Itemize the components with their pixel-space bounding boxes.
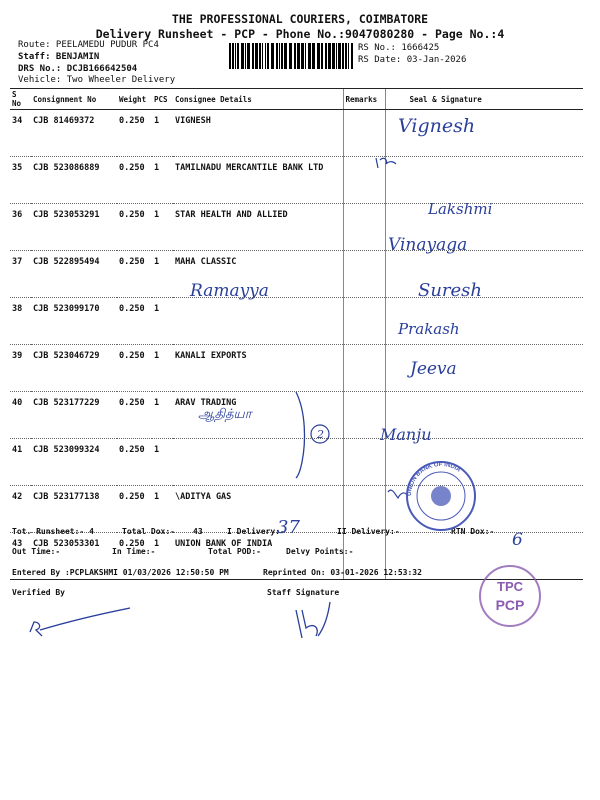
cell-consignee [173,298,343,345]
barcode-bar [317,43,320,69]
barcode-bar [297,43,300,69]
cell-seal [385,110,583,157]
cell-sno: 35 [10,157,31,204]
cell-consignee: STAR HEALTH AND ALLIED [173,204,343,251]
cell-sno: 39 [10,345,31,392]
cell-consignee [173,439,343,486]
col-weight: Weight [117,89,152,110]
barcode-bar [305,43,306,69]
cell-weight: 0.250 [117,392,152,439]
cell-sno: 40 [10,392,31,439]
signature-row-38: Suresh [418,280,483,301]
table-row [10,110,583,157]
cell-consignee: TAMILNADU MERCANTILE BANK LTD [173,157,343,204]
cell-pcs: 1 [152,345,173,392]
barcode-bar [229,43,231,69]
cell-remarks [343,298,385,345]
handwritten-note-row-41: ஆதித்யா [198,407,252,422]
cell-weight: 0.250 [117,439,152,486]
barcode-bar [252,43,254,69]
cell-consignment: CJB 522895494 [31,251,117,298]
col-seal: Seal & Signature [385,89,583,110]
runsheet-subtitle: Delivery Runsheet - PCP - Phone No.:9047080280 - Page No.:4 [95,27,505,41]
route-label: Route: PEELAMEDU PUDUR PC4 [18,40,159,50]
col-consignee: Consignee Details [173,89,343,110]
barcode-bar [259,43,261,69]
col-remarks: Remarks [343,89,385,110]
cell-remarks [343,345,385,392]
cell-pcs: 1 [152,392,173,439]
cell-consignment: CJB 523086889 [31,157,117,204]
table-row [10,345,583,392]
stamp-text: UNION BANK OF INDIA [406,461,462,497]
cell-remarks [343,486,385,533]
table-row [10,251,583,298]
cell-consignment: CJB 523046729 [31,345,117,392]
cell-consignment: CJB 523053301 [31,533,117,580]
cell-seal [385,204,583,251]
cell-pcs: 1 [152,298,173,345]
cell-pcs: 1 [152,251,173,298]
barcode-bar [276,43,278,69]
cell-pcs: 1 [152,110,173,157]
barcode-bar [308,43,311,69]
cell-consignee: ARAV TRADING [173,392,343,439]
table-row [10,486,583,533]
table-row [10,298,583,345]
barcode-bar [336,43,337,69]
out-time-label: Out Time:- [12,547,61,556]
barcode-bar [351,43,353,69]
cell-remarks [343,439,385,486]
delvy-points-label: Delvy Points:- [286,547,354,556]
total-dox-value: 43 [193,527,203,536]
signature-row-37: Vinayaga [388,235,468,255]
in-time-label: In Time:- [112,547,156,556]
barcode-bar [247,43,250,69]
barcode-icon [229,43,355,69]
barcode-bar [279,43,280,69]
cell-sno: 43 [10,533,31,580]
barcode-bar [255,43,258,69]
cell-weight: 0.250 [117,157,152,204]
cell-pcs: 1 [152,204,173,251]
rs-date: RS Date: 03-Jan-2026 [358,55,467,65]
rtn-dox-handwritten-value: 6 [512,530,523,550]
runsheet-table [10,88,583,580]
pcp-stamp-top: TPC [497,579,523,594]
table-row [10,157,583,204]
barcode-bar [325,43,327,69]
total-pod-label: Total POD:- [208,547,261,556]
barcode-bar [237,43,239,69]
i-delivery-handwritten-value: 37 [277,517,300,538]
ii-delivery-label: II Delivery:- [337,527,400,536]
cell-consignment: CJB 523177138 [31,486,117,533]
table-row [10,392,583,439]
cell-sno: 41 [10,439,31,486]
cell-seal [385,486,583,533]
cell-pcs: 1 [152,439,173,486]
cell-seal [385,298,583,345]
cell-weight: 0.250 [117,533,152,580]
staff-label: Staff: BENJAMIN [18,52,100,62]
barcode-bar [321,43,323,69]
cell-pcs: 1 [152,486,173,533]
cell-consignment: CJB 523177229 [31,392,117,439]
cell-sno: 36 [10,204,31,251]
cell-pcs: 1 [152,157,173,204]
barcode-bar [235,43,236,69]
cell-weight: 0.250 [117,204,152,251]
circled-number: 2 [317,428,324,441]
verifier-signature-icon [30,608,130,636]
barcode-bar [338,43,341,69]
barcode-bar [328,43,331,69]
barcode-bar [342,43,344,69]
barcode-bar [284,43,287,69]
cell-consignee: MAHA CLASSIC [173,251,343,298]
staff-signature-label: Staff Signature [267,588,340,597]
barcode-bar [271,43,274,69]
col-sno: S No [10,89,31,110]
col-consignment: Consignment No [31,89,117,110]
barcode-bar [265,43,266,69]
barcode-bar [301,43,304,69]
cell-seal [385,439,583,486]
cell-seal [385,157,583,204]
signature-row-36: Lakshmi [428,200,493,218]
table-row [10,204,583,251]
cell-sno: 34 [10,110,31,157]
signature-row-39: Prakash [398,320,460,338]
cell-pcs: 1 [152,533,173,580]
cell-remarks [343,251,385,298]
rtn-dox-label: RTN Dox:- [451,527,495,536]
cell-remarks [343,157,385,204]
barcode-bar [332,43,335,69]
handwritten-note-row-38: Ramayya [190,281,269,301]
verified-by-label: Verified By [12,588,65,597]
i-delivery-label: I Delivery:- [227,527,285,536]
cell-weight: 0.250 [117,251,152,298]
entered-by: Entered By :PCPLAKSHMI 01/03/2026 12:50:50 PM [12,568,229,577]
cell-sno: 37 [10,251,31,298]
rs-number: RS No.: 1666425 [358,43,440,53]
cell-seal [385,392,583,439]
pcp-stamp-bottom: PCP [495,597,525,613]
cell-seal [385,345,583,392]
barcode-bar [267,43,269,69]
cell-consignee: \ADITYA GAS [173,486,343,533]
cell-weight: 0.250 [117,110,152,157]
reprinted-on: Reprinted On: 03-01-2026 12:53:32 [263,568,422,577]
cell-consignment: CJB 523099170 [31,298,117,345]
cell-seal [385,251,583,298]
cell-remarks [343,392,385,439]
cell-consignee: VIGNESH [173,110,343,157]
barcode-bar [345,43,347,69]
cell-weight: 0.250 [117,345,152,392]
document-title: THE PROFESSIONAL COURIERS, COIMBATORE [171,12,429,26]
barcode-bar [348,43,349,69]
cell-consignee: UNION BANK OF INDIA [173,533,343,580]
signature-row-40: Jeeva [410,359,457,379]
barcode-bar [312,43,315,69]
tot-runsheet: Tot. Runsheet:- 4 [12,527,94,536]
cell-weight: 0.250 [117,486,152,533]
vehicle-label: Vehicle: Two Wheeler Delivery [18,75,176,85]
total-dox-label: Total Dox:- [122,527,175,536]
barcode-bar [281,43,283,69]
cell-consignment: CJB 523099324 [31,439,117,486]
barcode-bar [241,43,244,69]
barcode-bar [232,43,234,69]
signature-row-34: Vignesh [398,115,476,137]
col-pcs: PCS [152,89,173,110]
cell-sno: 42 [10,486,31,533]
barcode-bar [294,43,296,69]
cell-consignment: CJB 81469372 [31,110,117,157]
cell-remarks [343,204,385,251]
barcode-bar [289,43,292,69]
barcode-bar [262,43,263,69]
cell-consignee: KANALI EXPORTS [173,345,343,392]
barcode-bar [245,43,246,69]
signature-row-42: Manju [380,425,432,444]
table-header-row [10,89,583,110]
cell-weight: 0.250 [117,298,152,345]
staff-signature-icon [296,602,330,638]
table-row [10,439,583,486]
drs-number: DRS No.: DCJB166642504 [18,64,138,74]
cell-consignment: CJB 523053291 [31,204,117,251]
cell-sno: 38 [10,298,31,345]
cell-remarks [343,110,385,157]
